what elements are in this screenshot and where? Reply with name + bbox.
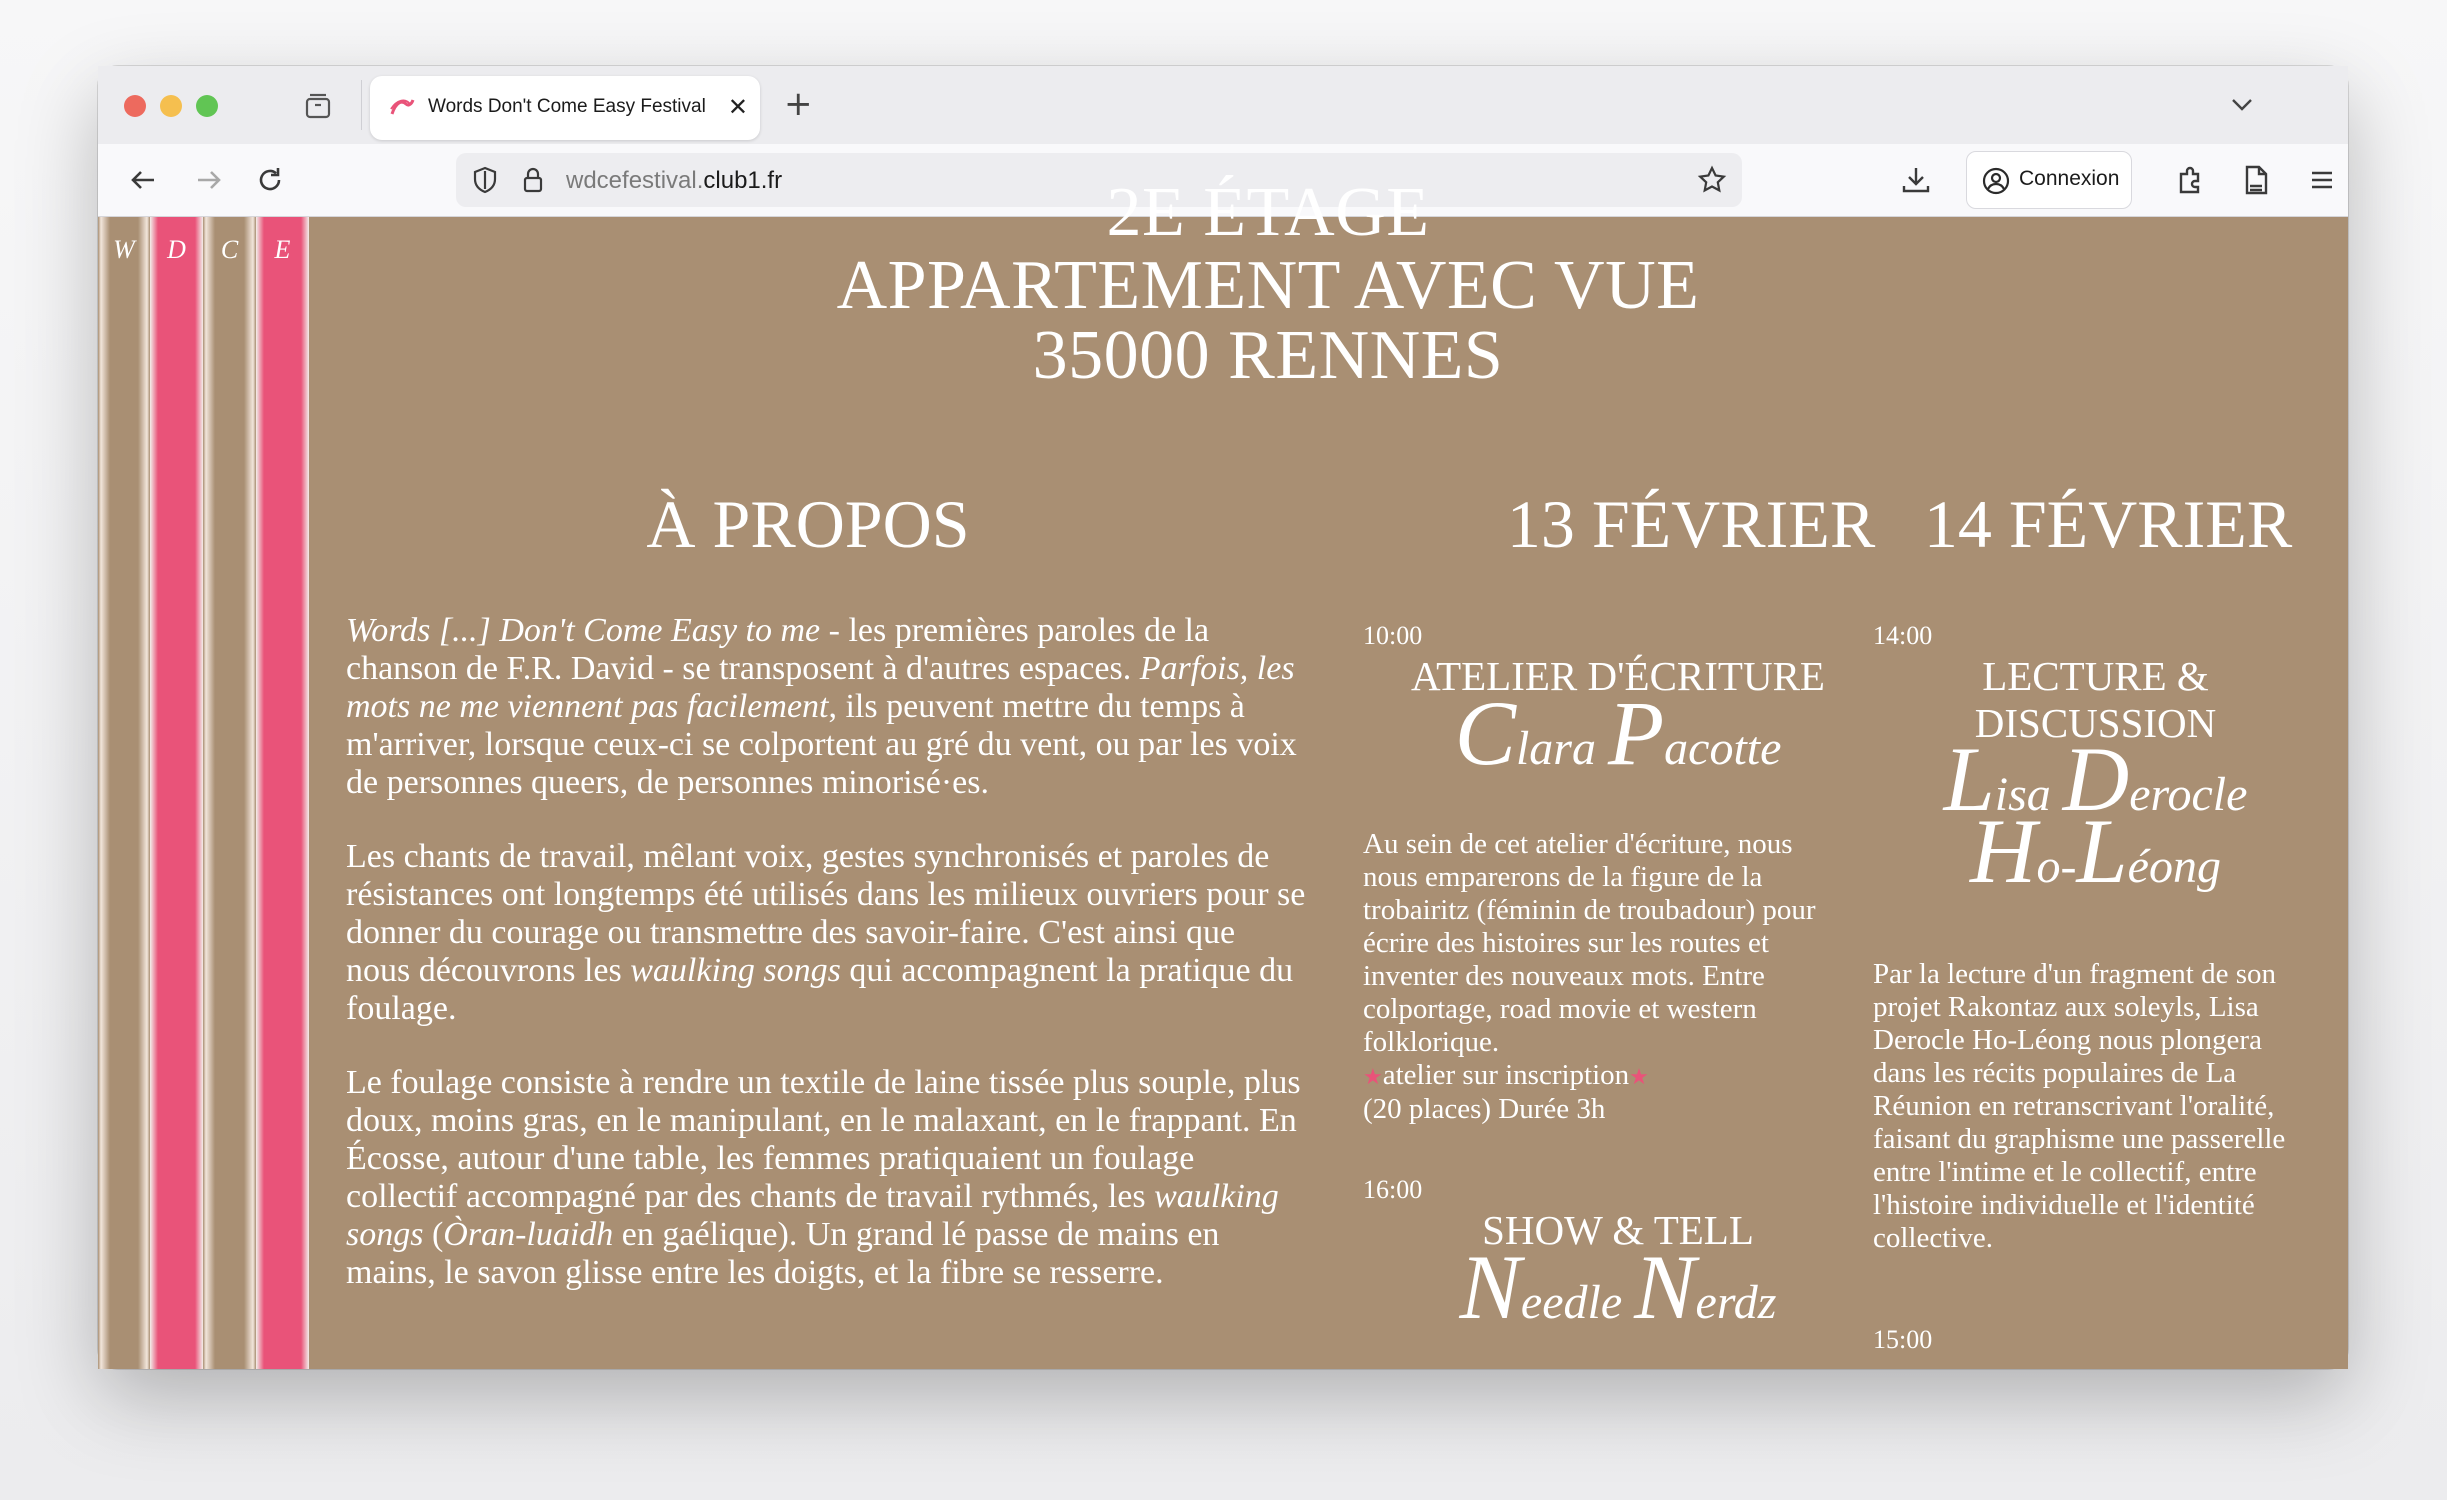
speaker-initial: C [1454,682,1516,784]
emphasis-text: Parfois, les mots ne me viennent pas facilement [346,650,1295,725]
speaker-initial: D [2062,728,2130,830]
speaker-initial: H [1970,800,2037,902]
emphasis-text: Òran-luaidh [443,1216,614,1253]
day13-event1-time: 10:00 [1363,621,1423,650]
minimize-window-button[interactable] [160,95,182,117]
close-tab-icon[interactable]: ✕ [727,93,748,121]
address-city: 35000 RENNES [1032,317,1504,394]
paragraph-text: en gaélique). Un grand lé passe de mains en mains, le savon glisse entre les doigts, et la fibre se resserre. [346,1216,1220,1291]
day13-event1-speaker [1363,682,1873,784]
day13-event1-title: ATELIER D'ÉCRITURE [1411,653,1825,699]
paragraph-text: Les chants de travail, mêlant voix, gestes synchronisés et paroles de résistances ont longtemps été utilisés dans les milieux ouvriers pour se donner du courage ou transmettre des savoir-faire. C'est ainsi que nous découvrons les [346,838,1306,989]
paragraph-text: qui accompagnent la pratique du foulage. [346,952,1294,1027]
wdce-favicon-icon [388,96,416,120]
speaker-name-part: acotte [1664,722,1782,775]
address-floor: 2E ÉTAGE [1106,174,1430,251]
speaker-name-part: erdz [1695,1276,1777,1329]
speaker-initial: L [1943,728,1995,830]
speaker-name-part: erocle [2129,768,2248,821]
day13-event2-time: 16:00 [1363,1175,1423,1204]
day13-heading: 13 FÉVRIER [1506,486,1876,562]
about-paragraph-1 [346,612,1306,802]
paragraph-text: ( [423,1216,444,1253]
maximize-window-button[interactable] [196,95,218,117]
new-tab-button[interactable]: + [784,84,813,124]
emphasis-text: waulking songs [630,952,841,989]
emphasis-text: waulking songs [346,1178,1279,1253]
tab-bar [98,66,2348,144]
star-icon: ★ [1629,1064,1649,1089]
browser-window [98,66,2348,1369]
forward-arrow-icon[interactable] [190,162,226,198]
day13-event2-title: SHOW & TELL [1482,1207,1754,1253]
stripe-d[interactable] [150,217,203,1369]
stripe-c[interactable] [203,217,256,1369]
reader-view-icon[interactable] [2238,162,2274,198]
day14-event2-time: 15:00 [1873,1325,1933,1354]
back-arrow-icon[interactable] [126,162,162,198]
day13-event1-description [1363,828,1833,1093]
speaker-initial: P [1607,682,1665,784]
speaker-name-part: éong [2127,840,2221,893]
speaker-initial: N [1634,1236,1696,1338]
tab-overview-icon[interactable] [302,90,334,122]
star-icon: ★ [1363,1064,1383,1089]
tab-title: Words Don't Come Easy Festival [428,96,706,117]
stripe-letter-e: E [274,235,291,264]
speaker-name-part: isa [1994,768,2051,821]
speaker-name-part: o- [2036,840,2077,893]
day14-event1-description: Par la lecture d'un fragment de son projet Rakontaz aux soleyls, Lisa Derocle Ho-Léong nous plongera dans les récits populaires de La Réunion en retranscrivant l'oralité, faisant du graphisme une passerelle entre l'intime et le collectif, entre l'histoire individuelle et l'identité collective. [1873,958,2286,1254]
close-window-button[interactable] [124,95,146,117]
about-paragraph-2 [346,838,1306,1028]
day13-event1-places: (20 places) Durée 3h [1363,1093,1606,1125]
reload-icon[interactable] [252,162,288,198]
hamburger-menu-icon[interactable] [2304,162,2340,198]
stripe-letter-w: W [113,235,135,264]
title-line: DISCUSSION [1974,700,2217,746]
day14-event1-speaker [1873,728,2318,902]
day13-event2-speaker [1363,1236,1873,1338]
paragraph-text: , ils peuvent mettre du temps à m'arriver, lorsque ceux-ci se colportent au gré du vent, ou par les voix de personnes queers, de personnes minorisé·es. [346,688,1297,801]
day14-event1-time: 14:00 [1873,621,1933,650]
inscription-note: atelier sur inscription [1382,1059,1630,1091]
speaker-name-part: eedle [1520,1276,1623,1329]
tab-separator [361,80,362,130]
address-apartment: APPARTEMENT AVEC VUE [836,247,1700,324]
stripe-letter-d: D [167,235,186,264]
stripe-e[interactable] [256,217,309,1369]
url-subdomain: wdcefestival. [566,167,704,194]
stripe-letter-c: C [220,235,239,264]
about-heading: À PROPOS [646,486,970,562]
speaker-initial: L [2076,800,2128,902]
paragraph-text: - les premières paroles de la chanson de F.R. David - se transposent à d'autres espaces. [346,612,1210,687]
description-text: Au sein de cet atelier d'écriture, nous nous emparerons de la figure de la trobairitz (féminin de troubadour) pour écrire des histoires sur les routes et inventer des nouveaux mots. Entre colportage, road movie et western folklorique. [1363,828,1816,1058]
day14-heading: 14 FÉVRIER [1923,486,2293,562]
paragraph-text: Le foulage consiste à rendre un textile de laine tissée plus souple, plus doux, moins gras, en le manipulant, en le malaxant, en le frappant. En Écosse, autour d'une table, les femmes pratiquaient un foulage collectif accompagné par des chants de travail rythmés, les [346,1064,1301,1215]
chevron-down-icon[interactable] [2226,88,2258,120]
title-line: LECTURE & [1982,653,2209,699]
active-tab[interactable] [370,76,760,140]
speaker-initial: N [1459,1236,1521,1338]
stripe-w[interactable] [98,217,150,1369]
url-domain: club1.fr [703,167,783,194]
connexion-label: Connexion [2019,167,2120,190]
speaker-name-part: lara [1515,722,1596,775]
about-paragraph-3 [346,1064,1306,1292]
emphasis-text: Words [...] Don't Come Easy to me [346,612,821,649]
